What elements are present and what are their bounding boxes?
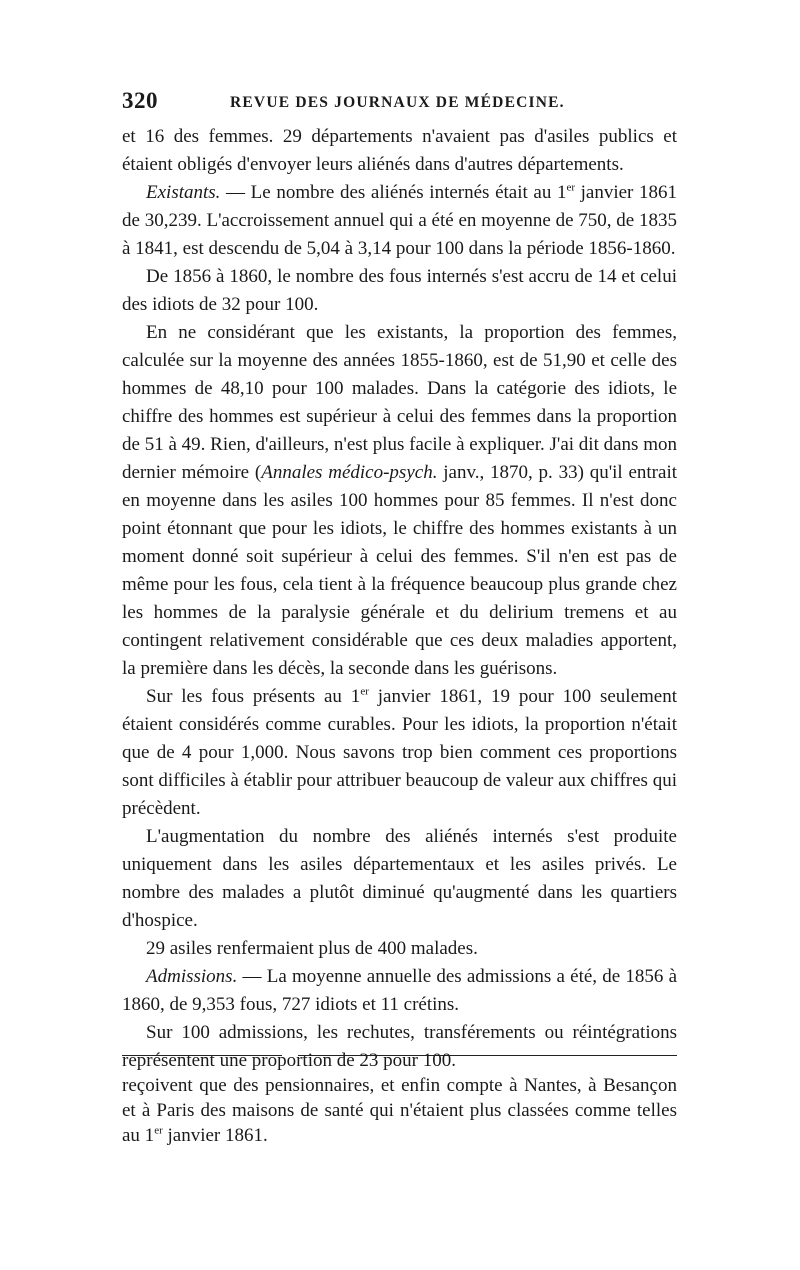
- paragraph-growth: [122, 263, 677, 319]
- superscript-er: er: [154, 1124, 163, 1137]
- footnote-paragraph: [122, 1073, 677, 1148]
- paragraph-augmentation: [122, 823, 677, 935]
- paragraph-text: 29 asiles renfermaient plus de 400 malades.: [146, 938, 478, 959]
- citation-annales: Annales médico-psych.: [261, 462, 438, 483]
- paragraph-curables: [122, 683, 677, 823]
- paragraph-text: Sur les fous présents au 1: [146, 686, 361, 707]
- paragraph-text: janvier 1861, 19 pour 100 seulement étaient considérés comme curables. Pour les idiots, la proportion n'était que de 4 pour 1,000. Nous savons trop bien comment ces proportions sont difficiles à établir pour attribuer beaucoup de valeur aux chiffres qui précèdent.: [122, 686, 677, 819]
- footnote-text: reçoivent que des pensionnaires, et enfin compte à Nantes, à Besançon et à Paris des maisons de santé qui n'étaient plus classées comme telles au 1: [122, 1075, 677, 1146]
- paragraph-text: janv., 1870, p. 33) qu'il entrait en moyenne dans les asiles 100 hommes pour 85 femmes. Il n'est donc point étonnant que pour les idiots, le chiffre des hommes existants à un moment donné soit supérieur à celui des femmes. S'il n'en est pas de même pour les fous, cela tient à la fréquence beaucoup plus grande chez les hommes de la paralysie générale et du delirium tremens et au contingent relativement considérable que ces deux maladies apportent, la première dans les décès, la seconde dans les guérisons.: [122, 462, 677, 679]
- footnote: [122, 1073, 677, 1148]
- paragraph-continuation: [122, 123, 677, 179]
- page-number: 320: [122, 88, 158, 113]
- paragraph-text: et 16 des femmes. 29 départements n'avaient pas d'asiles publics et étaient obligés d'envoyer leurs aliénés dans d'autres départements.: [122, 126, 677, 175]
- paragraph-proportion: [122, 319, 677, 683]
- separator-line-right: [298, 1055, 677, 1056]
- paragraph-text: — La moyenne annuelle des admissions a été, de 1856 à 1860, de 9,353 fous, 727 idiots et 11 crétins.: [122, 966, 677, 1015]
- paragraph-text: — Le nombre des aliénés internés était au 1: [220, 182, 567, 203]
- running-head: REVUE DES JOURNAUX DE MÉDECINE.: [230, 94, 565, 111]
- footnote-text: janvier 1861.: [162, 1125, 268, 1146]
- paragraph-asiles: [122, 935, 677, 963]
- body-text: [122, 123, 677, 1075]
- paragraph-text: De 1856 à 1860, le nombre des fous internés s'est accru de 14 et celui des idiots de 32 pour 100.: [122, 266, 677, 315]
- paragraph-text: Sur 100 admissions, les rechutes, transférements ou réintégrations représentent une proportion de 23 pour 100.: [122, 1022, 677, 1071]
- section-lead-existants: Existants.: [146, 182, 221, 203]
- paragraph-text: L'augmentation du nombre des aliénés internés s'est produite uniquement dans les asiles départementaux et les asiles privés. Le nombre des malades a plutôt diminué qu'augmenté dans les quartiers d'hospice.: [122, 826, 677, 931]
- paragraph-rechutes: [122, 1019, 677, 1075]
- paragraph-text: En ne considérant que les existants, la proportion des femmes, calculée sur la moyenne des années 1855-1860, est de 51,90 et celle des hommes de 48,10 pour 100 malades. Dans la catégorie des idiots, le chiffre des hommes est supérieur à celui des femmes dans la proportion de 51 à 49. Rien, d'ailleurs, n'est plus facile à expliquer. J'ai dit dans mon dernier mémoire (: [122, 322, 677, 483]
- section-lead-admissions: Admissions.: [146, 966, 238, 987]
- paragraph-text: janvier 1861 de 30,239. L'accroissement annuel qui a été en moyenne de 750, de 1835 à 1841, est descendu de 5,04 à 3,14 pour 100 dans la période 1856-1860.: [122, 182, 677, 259]
- page-header: [122, 88, 677, 122]
- separator-line-left: [122, 1055, 282, 1056]
- superscript-er: er: [566, 181, 575, 194]
- paragraph-admissions: [122, 963, 677, 1019]
- paragraph-existants: [122, 179, 677, 263]
- superscript-er: er: [360, 685, 369, 698]
